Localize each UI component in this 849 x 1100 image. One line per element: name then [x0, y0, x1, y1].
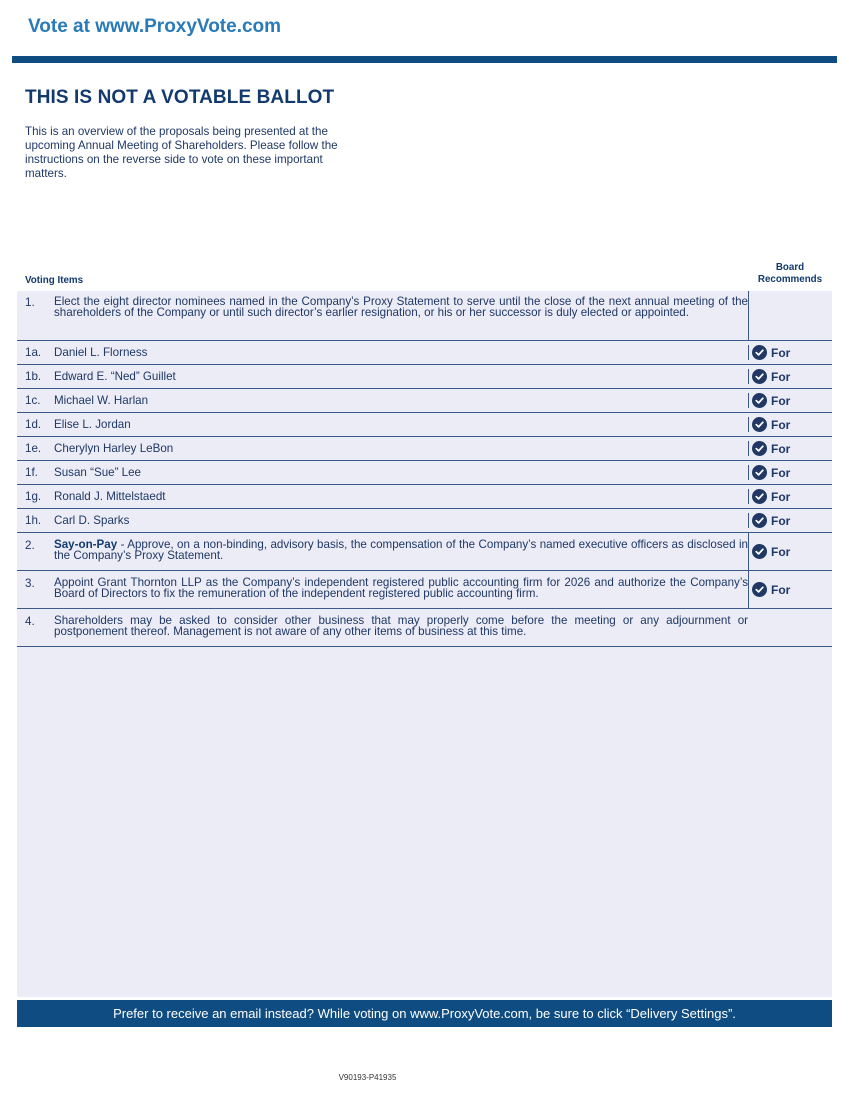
- page-title: THIS IS NOT A VOTABLE BALLOT: [25, 87, 335, 108]
- item-text: Ronald J. Mittelstaedt: [54, 490, 166, 503]
- item-text: Elise L. Jordan: [54, 418, 131, 431]
- check-circle-icon: [752, 582, 767, 597]
- recommendation-cell: [748, 441, 832, 456]
- item-number: 1g.: [25, 490, 42, 503]
- item-number: 1e.: [25, 442, 42, 455]
- check-circle-icon: [752, 441, 767, 456]
- recommendation-cell: [748, 513, 832, 528]
- proxyvote-link[interactable]: Vote at www.ProxyVote.com: [28, 16, 282, 37]
- recommendation-for: For: [771, 489, 791, 504]
- check-circle-icon: [752, 393, 767, 408]
- recommendation-cell: [748, 369, 832, 384]
- header-divider-bar: [12, 56, 837, 63]
- recommendation-cell: [748, 465, 832, 480]
- item-number: 4.: [25, 615, 35, 628]
- recommendation-for: For: [771, 369, 791, 384]
- item-number: 1d.: [25, 418, 42, 431]
- board-header-line2: Recommends: [757, 274, 823, 285]
- table-row-4: [17, 609, 832, 647]
- recommendation-cell: [748, 393, 832, 408]
- board-header-line1: Board: [775, 262, 805, 273]
- item-text: Elect the eight director nominees named in the Company’s Proxy Statement to serve until the close of the next annual meeting of the shareholders of the Company or until such director’s earlier resignation, or his or her successor is duly elected or appointed.: [54, 295, 748, 319]
- table-row-1f: [17, 461, 832, 485]
- item-text: Carl D. Sparks: [54, 514, 130, 527]
- check-circle-icon: [752, 369, 767, 384]
- table-row-1b: [17, 365, 832, 389]
- item-text: [54, 533, 748, 570]
- recommendation-for: For: [771, 582, 791, 597]
- item-text: Michael W. Harlan: [54, 394, 149, 407]
- check-circle-icon: [752, 465, 767, 480]
- item-text: Appoint Grant Thornton LLP as the Company’s independent registered public accounting firm for 2026 and authorize the Company’s Board of Directors to fix the remuneration of the independent registered public accounting firm.: [54, 576, 748, 600]
- table-row-1: [17, 291, 832, 341]
- table-row-1c: [17, 389, 832, 413]
- item-text: Daniel L. Florness: [54, 346, 148, 359]
- table-row-1g: [17, 485, 832, 509]
- document-code: V90193-P41935: [338, 1073, 397, 1082]
- check-circle-icon: [752, 345, 767, 360]
- recommendation-cell: [748, 417, 832, 432]
- item-number: 1.: [25, 296, 35, 309]
- footer-banner: Prefer to receive an email instead? While voting on www.ProxyVote.com, be sure to click “Delivery Settings”.: [17, 1000, 832, 1027]
- recommendation-cell: [748, 533, 832, 570]
- item-number: 1b.: [25, 370, 42, 383]
- item-number: 3.: [25, 577, 35, 590]
- recommendation-cell: [748, 291, 832, 340]
- recommendation-for: For: [771, 544, 791, 559]
- item-description: - Approve, on a non-binding, advisory basis, the compensation of the Company’s named executive officers as disclosed in the Company’s Proxy Statement.: [54, 538, 748, 562]
- item-text: Shareholders may be asked to consider other business that may properly come before the meeting or any adjournment or postponement thereof. Management is not aware of any other items of business at this time.: [54, 614, 748, 638]
- item-text: Edward E. “Ned” Guillet: [54, 370, 176, 383]
- recommendation-cell: [748, 571, 832, 608]
- item-number: 1f.: [25, 466, 38, 479]
- table-row-1d: [17, 413, 832, 437]
- item-number: 1h.: [25, 514, 42, 527]
- recommendation-for: For: [771, 513, 791, 528]
- recommendation-cell: [748, 609, 832, 646]
- recommendation-for: For: [771, 441, 791, 456]
- recommendation-cell: [748, 489, 832, 504]
- table-row-1e: [17, 437, 832, 461]
- say-on-pay-label: Say-on-Pay: [54, 538, 118, 551]
- item-number: 1c.: [25, 394, 41, 407]
- table-row-1h: [17, 509, 832, 533]
- check-circle-icon: [752, 489, 767, 504]
- recommendation-for: For: [771, 393, 791, 408]
- voting-items-table: [17, 291, 832, 647]
- recommendation-for: For: [771, 465, 791, 480]
- table-row-3: [17, 571, 832, 609]
- recommendation-for: For: [771, 417, 791, 432]
- intro-paragraph: This is an overview of the proposals being presented at the upcoming Annual Meeting of Shareholders. Please follow the instructions on the reverse side to vote on these important matters.: [25, 125, 338, 180]
- check-circle-icon: [752, 513, 767, 528]
- item-text: Susan “Sue” Lee: [54, 466, 142, 479]
- recommendation-cell: [748, 345, 832, 360]
- board-recommends-header: [748, 262, 832, 286]
- recommendation-for: For: [771, 345, 791, 360]
- table-row-2: [17, 533, 832, 571]
- item-number: 1a.: [25, 346, 42, 359]
- check-circle-icon: [752, 544, 767, 559]
- voting-items-header: Voting Items: [25, 275, 84, 286]
- check-circle-icon: [752, 417, 767, 432]
- table-row-1a: [17, 341, 832, 365]
- item-number: 2.: [25, 539, 35, 552]
- item-text: Cherylyn Harley LeBon: [54, 442, 174, 455]
